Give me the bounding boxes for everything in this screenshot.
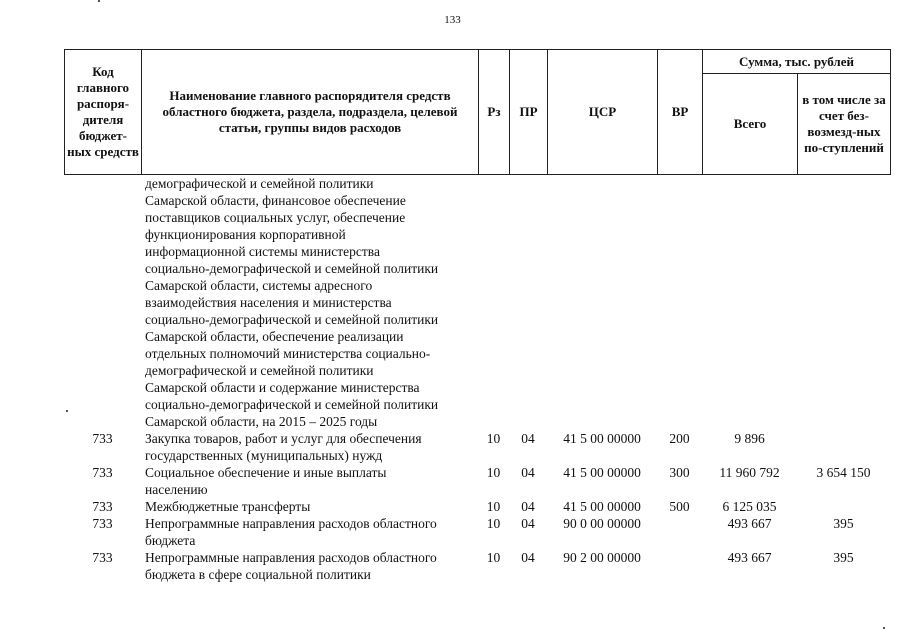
cell-code: 733 [92, 465, 113, 480]
cell-free [797, 430, 890, 464]
cell-rz: 10 [486, 499, 501, 514]
continuation-line: Самарской области и содержание министерства [145, 380, 420, 395]
continuation-line: социально-демографической и семейной политики [145, 312, 439, 327]
cell-free: 3 654 150 [816, 465, 871, 480]
cell-name [141, 498, 478, 515]
cell-code: 733 [92, 431, 113, 446]
cell-code: 733 [92, 499, 113, 514]
continuation-line: Самарской области, обеспечение реализации [145, 329, 404, 344]
continuation-line: поставщиков социальных услуг, обеспечение [145, 210, 406, 225]
header-rz: Рз [479, 50, 510, 175]
cell-csr: 41 5 00 00000 [563, 465, 641, 480]
cell-free [797, 498, 890, 515]
continuation-line: Самарской области, на 2015 – 2025 годы [145, 414, 378, 429]
cell-name [141, 464, 478, 498]
continuation-line: демографической и семейной политики [145, 176, 374, 191]
cell-pr: 04 [521, 465, 535, 480]
continuation-line: функционирования корпоративной [145, 227, 346, 242]
continuation-line: социально-демографической и семейной политики [145, 261, 439, 276]
cell-vr: 200 [669, 431, 690, 446]
cell-total: 9 896 [734, 431, 765, 446]
cell-pr: 04 [521, 431, 535, 446]
cell-free: 395 [833, 550, 854, 565]
header-pr: ПР [510, 50, 548, 175]
header-sum: Сумма, тыс. рублей [703, 50, 891, 74]
cell-csr: 41 5 00 00000 [563, 499, 641, 514]
scan-speck [883, 627, 885, 629]
cell-name [141, 549, 478, 583]
cell-pr: 04 [521, 550, 535, 565]
page-number: 133 [444, 14, 461, 26]
cell-csr: 90 2 00 00000 [563, 550, 641, 565]
cell-total: 493 667 [727, 550, 772, 565]
cell-rz: 10 [486, 431, 501, 446]
continuation-line: социально-демографической и семейной политики [145, 397, 439, 412]
continuation-line: отдельных полномочий министерства социально- [145, 346, 431, 361]
continuation-line: Самарской области, системы адресного [145, 278, 373, 293]
continuation-line: информационной системы министерства [145, 244, 380, 259]
cell-name-line: бюджета [145, 533, 196, 548]
continuation-line: демографической и семейной политики [145, 363, 374, 378]
cell-name-line: Социальное обеспечение и иные выплаты [145, 465, 387, 480]
continuation-line: взаимодействия населения и министерства [145, 295, 392, 310]
cell-pr: 04 [521, 516, 535, 531]
cell-vr: 500 [669, 499, 690, 514]
cell-pr: 04 [521, 499, 535, 514]
cell-name-line: Непрограммные направления расходов областного [145, 516, 437, 531]
header-total: Всего [703, 74, 798, 175]
cell-code: 733 [92, 550, 113, 565]
table-row [64, 464, 890, 498]
cell-total: 6 125 035 [722, 499, 777, 514]
scan-speck [98, 0, 100, 2]
cell-name-line: населению [145, 482, 208, 497]
header-incl-free: в том числе за счет без-возмезд-ных по-ступлений [798, 74, 891, 175]
table-row [64, 498, 890, 515]
cell-name [141, 430, 478, 464]
cell-total: 493 667 [727, 516, 772, 531]
table-row [64, 549, 890, 583]
continuation-block [64, 175, 890, 430]
header-code: Код главного распоря-дителя бюджет-ных средств [65, 50, 142, 175]
cell-name-line: Закупка товаров, работ и услуг для обеспечения [145, 431, 422, 446]
cell-name-line: Непрограммные направления расходов областного [145, 550, 437, 565]
cell-rz: 10 [486, 516, 501, 531]
cell-vr: 300 [669, 465, 690, 480]
table-body [64, 175, 890, 583]
cell-name [141, 515, 478, 549]
scan-speck [66, 410, 68, 412]
header-name: Наименование главного распорядителя средств областного бюджета, раздела, подраздела, целевой статьи, группы видов расходов [142, 50, 479, 175]
cell-csr: 90 0 00 00000 [563, 516, 641, 531]
table-row [64, 430, 890, 464]
cell-name-line: Межбюджетные трансферты [145, 499, 311, 514]
cell-vr [657, 549, 702, 583]
cell-rz: 10 [486, 550, 501, 565]
cell-total: 11 960 792 [719, 465, 780, 480]
cell-vr [657, 515, 702, 549]
cell-name-line: государственных (муниципальных) нужд [145, 448, 383, 463]
cell-csr: 41 5 00 00000 [563, 431, 641, 446]
header-vr: ВР [658, 50, 703, 175]
cell-code: 733 [92, 516, 113, 531]
table-row [64, 515, 890, 549]
continuation-text [141, 175, 478, 430]
table-header [64, 49, 891, 175]
header-csr: ЦСР [548, 50, 658, 175]
cell-rz: 10 [486, 465, 501, 480]
cell-name-line: бюджета в сфере социальной политики [145, 567, 371, 582]
cell-free: 395 [833, 516, 854, 531]
continuation-line: Самарской области, финансовое обеспечение [145, 193, 406, 208]
